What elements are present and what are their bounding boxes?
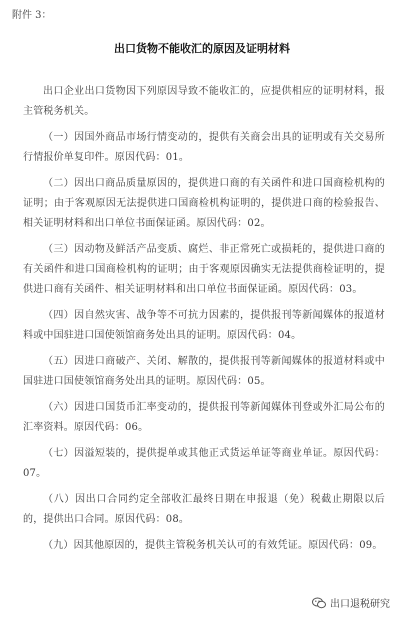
watermark-text: 出口退税研究 (330, 599, 390, 610)
paragraph-item-4: （四）因自然灾害、战争等不可抗力因素的，提供报刊等新闻媒体的报道材料或中国驻进口国使领馆商务处出具的证明。原因代码：04。 (23, 310, 385, 341)
paragraph-item-9: （九）因其他原因的，提供主管税务机关认可的有效凭证。原因代码：09。 (43, 540, 383, 551)
wechat-icon (312, 597, 326, 609)
paragraph-item-5: （五）因进口商破产、关闭、解散的，提供报刊等新闻媒体的报道材料或中国驻进口国使领馆商务处出具的证明。原因代码：05。 (23, 356, 385, 387)
watermark (312, 595, 390, 610)
paragraph-item-1: （一）因国外商品市场行情变动的，提供有关商会出具的证明或有关交易所行情报价单复印件。原因代码：01。 (23, 132, 385, 163)
document-title: 出口货物不能收汇的原因及证明材料 (114, 42, 290, 55)
document-body (23, 82, 385, 562)
attachment-label: 附件 3： (12, 10, 52, 21)
paragraph-intro: 出口企业出口货物因下列原因导致不能收汇的，应提供相应的证明材料，报主管税务机关。 (23, 86, 385, 117)
paragraph-item-3: （三）因动物及鲜活产品变质、腐烂、非正常死亡或损耗的，提供进口商的有关函件和进口国商检机构的证明；由于客观原因确实无法提供商检证明的，提供进口商有关函件、相关证明材料和出口单位书面保证函。原因代码：03。 (23, 244, 385, 295)
paragraph-item-2: （二）因出口商品质量原因的，提供进口商的有关函件和进口国商检机构的证明；由于客观原因无法提供进口国商检机构证明的，提供进口商的检验报告、相关证明材料和出口单位书面保证函。原因代码：02。 (23, 178, 385, 229)
paragraph-item-7: （七）因溢短装的，提供提单或其他正式货运单证等商业单证。原因代码：07。 (23, 448, 385, 479)
paragraph-item-8: （八）因出口合同约定全部收汇最终日期在申报退（免）税截止期限以后的，提供出口合同。原因代码：08。 (23, 494, 385, 525)
paragraph-item-6: （六）因进口国货币汇率变动的，提供报刊等新闻媒体刊登或外汇局公布的汇率资料。原因代码：06。 (23, 402, 385, 433)
